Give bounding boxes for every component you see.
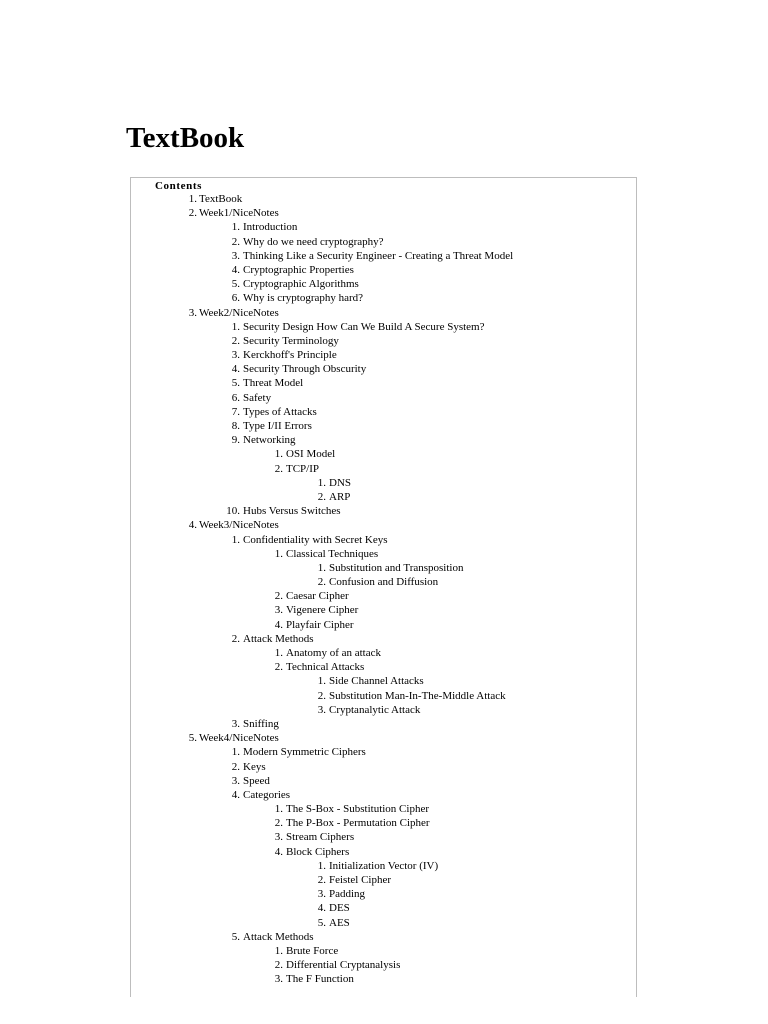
toc-entry-number: 4. — [274, 618, 283, 631]
toc-entry-number: 2. — [317, 689, 326, 702]
toc-entry-number: 4. — [231, 788, 240, 801]
toc-entry-link[interactable]: Security Through Obscurity — [243, 363, 367, 376]
toc-entry-link[interactable]: Threat Model — [243, 377, 304, 390]
toc-entry-link[interactable]: TCP/IP — [286, 462, 320, 475]
toc-entry-link[interactable]: The P-Box - Permutation Cipher — [286, 817, 430, 830]
toc-entry-link[interactable]: Thinking Like a Security Engineer - Creating a Threat Model — [243, 249, 514, 262]
toc-entry-number: 3. — [231, 249, 240, 262]
toc-entry-number: 2. — [274, 590, 283, 603]
toc-heading: Contents — [155, 180, 202, 192]
toc-entry-link[interactable]: Initialization Vector (IV) — [329, 859, 439, 872]
toc-entry-number: 3. — [274, 973, 283, 986]
table-of-contents — [130, 177, 637, 997]
toc-entry-number: 2. — [274, 817, 283, 830]
toc-entry-number: 1. — [231, 746, 240, 759]
toc-entry-number: 1. — [317, 859, 326, 872]
toc-entry-number: 3. — [231, 717, 240, 730]
toc-entry-number: 7. — [231, 405, 240, 418]
page-title: TextBook — [126, 122, 245, 154]
toc-entry-number: 4. — [231, 263, 240, 276]
toc-entry-link[interactable]: Caesar Cipher — [286, 590, 349, 603]
toc-entry-number: 2. — [317, 576, 326, 589]
toc-entry-link[interactable]: OSI Model — [286, 448, 336, 461]
toc-entry-number: 1. — [317, 561, 326, 574]
toc-entry-link[interactable]: Speed — [243, 774, 270, 787]
toc-entry-number: 1. — [188, 193, 197, 205]
toc-entry-link[interactable]: Technical Attacks — [286, 661, 365, 674]
toc-entry-number: 10. — [226, 505, 240, 518]
toc-entry-number: 2. — [274, 462, 283, 475]
toc-entry-link[interactable]: Block Ciphers — [286, 845, 350, 858]
toc-entry-link[interactable]: DNS — [329, 476, 352, 489]
toc-entry-link[interactable]: Hubs Versus Switches — [243, 505, 341, 518]
toc-entry-link[interactable]: Cryptographic Algorithms — [243, 278, 359, 291]
toc-entry-link[interactable]: Confusion and Diffusion — [329, 576, 439, 589]
toc-entry-link[interactable]: Brute Force — [286, 944, 339, 957]
toc-entry-link[interactable]: Confidentiality with Secret Keys — [243, 533, 388, 546]
toc-entry-number: 4. — [274, 845, 283, 858]
toc-entry-number: 4. — [188, 519, 197, 532]
toc-entry-number: 3. — [231, 349, 240, 362]
toc-entry-link[interactable]: Why is cryptography hard? — [243, 292, 364, 305]
toc-entry-link[interactable]: Attack Methods — [243, 930, 314, 943]
toc-entry-number: 2. — [274, 959, 283, 972]
toc-entry-number: 9. — [231, 434, 240, 447]
toc-entry-link[interactable]: The S-Box - Substitution Cipher — [286, 803, 429, 816]
toc-entry-link[interactable]: Week3/NiceNotes — [199, 519, 279, 532]
toc-entry-link[interactable]: Week1/NiceNotes — [199, 207, 279, 220]
toc-entry-link[interactable]: Week2/NiceNotes — [199, 306, 279, 319]
toc-entry-number: 1. — [274, 803, 283, 816]
toc-entry-number: 1. — [317, 476, 326, 489]
toc-entry-number: 1. — [274, 944, 283, 957]
toc-entry-number: 8. — [231, 420, 240, 432]
toc-entry-link[interactable]: Cryptographic Properties — [243, 263, 354, 276]
toc-entry-link[interactable]: ARP — [329, 490, 351, 503]
toc-entry-number: 1. — [274, 547, 283, 560]
toc-entry-link[interactable]: TextBook — [199, 193, 243, 205]
toc-entry-link[interactable]: Vigenere Cipher — [286, 604, 359, 617]
toc-entry-link[interactable]: Classical Techniques — [286, 547, 379, 560]
toc-entry-number: 1. — [274, 448, 283, 461]
toc-entry-number: 2. — [317, 874, 326, 886]
toc-entry-link[interactable]: Why do we need cryptography? — [243, 235, 384, 248]
toc-entry-link[interactable]: Modern Symmetric Ciphers — [243, 746, 366, 759]
toc-entry-link[interactable]: The F Function — [286, 973, 354, 986]
toc-entry-link[interactable]: Kerckhoff's Principle — [243, 349, 337, 362]
toc-entry-link[interactable]: Stream Ciphers — [286, 831, 355, 844]
toc-entry-number: 1. — [274, 647, 283, 659]
toc-entry-number: 4. — [317, 902, 326, 915]
toc-entry-number: 4. — [231, 363, 240, 376]
toc-entry-number: 3. — [274, 831, 283, 844]
toc-entry-number: 2. — [231, 235, 240, 248]
toc-entry-link[interactable]: Security Terminology — [243, 334, 339, 347]
toc-entry-number: 3. — [188, 306, 197, 319]
toc-entry-number: 5. — [317, 916, 326, 929]
toc-entry-link[interactable]: Sniffing — [243, 717, 279, 730]
toc-entry-link[interactable]: Safety — [243, 391, 272, 404]
toc-entry-link[interactable]: DES — [329, 902, 350, 915]
toc-entry-number: 2. — [274, 661, 283, 674]
toc-entry-number: 3. — [317, 703, 326, 716]
toc-entry-number: 3. — [231, 774, 240, 787]
toc-entry-link[interactable]: Substitution Man-In-The-Middle Attack — [329, 689, 506, 702]
toc-entry-link[interactable]: Networking — [243, 434, 296, 447]
toc-entry-link[interactable]: Security Design How Can We Build A Secure System? — [243, 320, 485, 333]
toc-entry-number: 2. — [231, 334, 240, 347]
toc-entry-number: 1. — [231, 533, 240, 546]
toc-entry-number: 2. — [317, 490, 326, 503]
toc-entry-link[interactable]: Padding — [329, 888, 366, 901]
toc-entry-number: 1. — [231, 221, 240, 234]
toc-entry-number: 1. — [231, 320, 240, 333]
toc-entry-link[interactable]: Substitution and Transposition — [329, 561, 464, 574]
toc-entry-number: 3. — [317, 888, 326, 901]
toc-entry-number: 1. — [317, 675, 326, 688]
toc-entry-link[interactable]: Cryptanalytic Attack — [329, 703, 421, 716]
toc-entry-number: 5. — [231, 930, 240, 943]
toc-entry-number: 5. — [188, 732, 197, 745]
toc-entry-link[interactable]: Type I/II Errors — [243, 420, 312, 432]
toc-entry-link[interactable]: Anatomy of an attack — [286, 647, 381, 659]
toc-entry-number: 6. — [231, 391, 240, 404]
toc-entry-number: 3. — [274, 604, 283, 617]
toc-entry-number: 5. — [231, 278, 240, 291]
toc-entry-link[interactable]: AES — [329, 916, 350, 929]
toc-entry-link[interactable]: Introduction — [243, 221, 298, 234]
toc-entry-number: 2. — [231, 632, 240, 645]
toc-entry-link[interactable]: Week4/NiceNotes — [199, 732, 279, 745]
toc-entry-number: 5. — [231, 377, 240, 390]
toc-entry-link[interactable]: Playfair Cipher — [286, 618, 354, 631]
toc-entry-link[interactable]: Differential Cryptanalysis — [286, 959, 401, 972]
toc-entry-number: 2. — [188, 207, 197, 220]
toc-entry-link[interactable]: Attack Methods — [243, 632, 314, 645]
toc-entry-link[interactable]: Feistel Cipher — [329, 874, 392, 886]
toc-entry-number: 2. — [231, 760, 240, 773]
toc-entry-link[interactable]: Side Channel Attacks — [329, 675, 424, 688]
toc-entry-number: 6. — [231, 292, 240, 305]
toc-entry-link[interactable]: Categories — [243, 788, 291, 801]
toc-entry-link[interactable]: Keys — [243, 760, 266, 773]
toc-entry-link[interactable]: Types of Attacks — [243, 405, 317, 418]
